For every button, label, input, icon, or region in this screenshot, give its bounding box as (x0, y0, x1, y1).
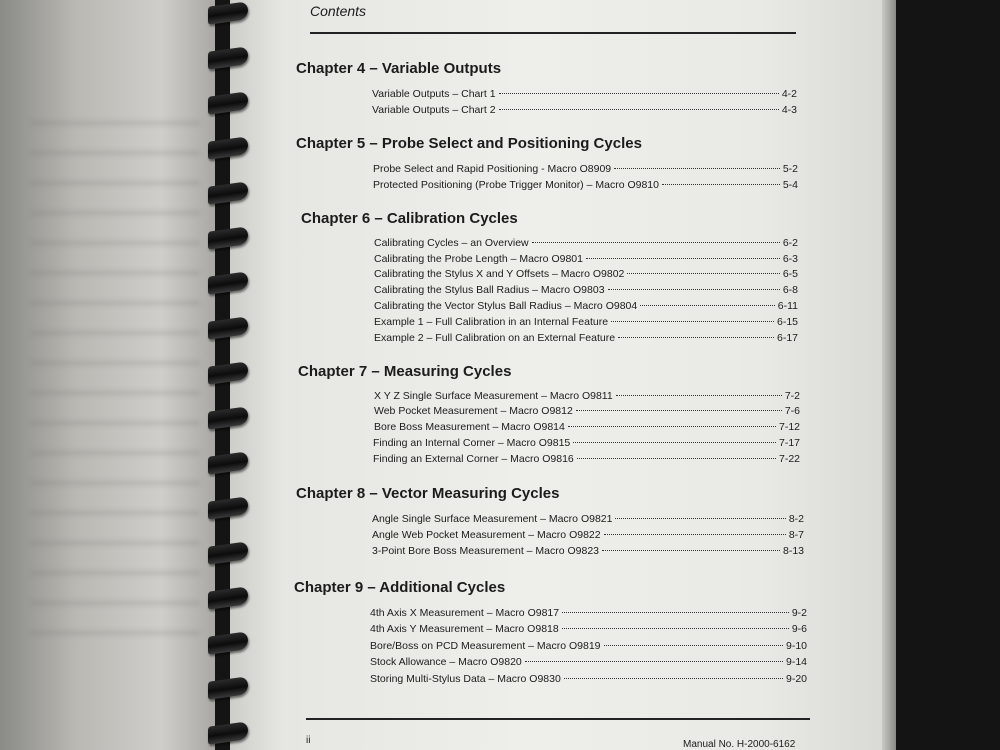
toc-entry-title: Angle Single Surface Measurement – Macro O9821 (372, 513, 613, 525)
toc-entry-page: 7-12 (778, 421, 800, 433)
dot-leader (618, 337, 774, 338)
chapter-heading: Chapter 9 – Additional Cycles (294, 579, 506, 596)
dot-leader (499, 93, 779, 94)
dot-leader (662, 184, 780, 185)
footer-rule (306, 718, 810, 720)
toc-entry-title: Finding an Internal Corner – Macro O9815 (373, 437, 571, 449)
dot-leader (608, 289, 780, 290)
toc-entry-page: 8-13 (782, 545, 804, 557)
toc-entry (372, 529, 804, 543)
toc-entry-page: 4-2 (781, 88, 797, 100)
toc-entry-title: 4th Axis X Measurement – Macro O9817 (370, 607, 560, 619)
toc-entry-title: Example 1 – Full Calibration in an Internal Feature (374, 316, 609, 328)
dot-leader (602, 550, 780, 551)
toc-entry (372, 104, 797, 118)
chapter-heading: Chapter 4 – Variable Outputs (296, 60, 502, 77)
toc-entry (370, 607, 807, 621)
toc-entry-page: 8-7 (788, 529, 804, 541)
toc-entry-title: Bore Boss Measurement – Macro O9814 (374, 421, 565, 433)
toc-entry (372, 513, 804, 527)
toc-entry-page: 7-22 (778, 453, 800, 465)
toc-entry-title: Variable Outputs – Chart 2 (372, 104, 496, 116)
toc-entry-page: 6-17 (776, 332, 798, 344)
toc-entry (373, 437, 800, 451)
dot-leader (604, 534, 786, 535)
dot-leader (573, 442, 776, 443)
toc-entry-title: Finding an External Corner – Macro O9816 (373, 453, 574, 465)
header-rule (310, 32, 796, 34)
footer-manual-number: Manual No. H-2000-6162 (683, 739, 796, 750)
dot-leader (614, 168, 780, 169)
dot-leader (615, 518, 785, 519)
toc-entry (374, 284, 798, 298)
page-header-title: Contents (310, 3, 367, 19)
toc-entry-title: Variable Outputs – Chart 1 (372, 88, 496, 100)
chapter-heading: Chapter 8 – Vector Measuring Cycles (296, 485, 560, 502)
dot-leader (562, 612, 789, 613)
toc-entry-page: 6-5 (782, 268, 798, 280)
toc-entry-title: Calibrating the Vector Stylus Ball Radius – Macro O9804 (374, 300, 638, 312)
toc-entry (373, 179, 798, 193)
toc-entry (374, 300, 798, 314)
toc-entry (374, 332, 798, 346)
toc-entry-title: Calibrating the Stylus X and Y Offsets – Macro O9802 (374, 268, 625, 280)
toc-entry-title: 4th Axis Y Measurement – Macro O9818 (370, 623, 559, 635)
dot-leader (640, 305, 775, 306)
toc-entry-title: Probe Select and Rapid Positioning - Macro O8909 (373, 163, 612, 175)
toc-entry-title: Stock Allowance – Macro O9820 (370, 656, 522, 668)
toc-entry-page: 9-6 (791, 623, 807, 635)
toc-entry-page: 6-8 (782, 284, 798, 296)
dot-leader (499, 109, 779, 110)
dot-leader (562, 628, 789, 629)
toc-entry-title: 3-Point Bore Boss Measurement – Macro O9823 (372, 545, 600, 557)
toc-entry-page: 9-10 (785, 640, 807, 652)
toc-entry-page: 5-4 (782, 179, 798, 191)
toc-entry (374, 268, 798, 282)
dot-leader (616, 395, 782, 396)
toc-entry (370, 623, 807, 637)
toc-entry-title: Protected Positioning (Probe Trigger Monitor) – Macro O9810 (373, 179, 659, 191)
toc-entry-page: 6-11 (777, 300, 798, 312)
dot-leader (611, 321, 774, 322)
dot-leader (532, 242, 780, 243)
toc-entry (372, 88, 797, 102)
toc-entry (374, 390, 800, 404)
toc-entry-page: 7-2 (784, 390, 800, 402)
dot-leader (568, 426, 776, 427)
toc-entry-page: 6-2 (782, 237, 798, 249)
chapter-heading: Chapter 7 – Measuring Cycles (298, 363, 512, 380)
toc-entry (374, 316, 798, 330)
toc-entry-page: 9-20 (785, 673, 807, 685)
toc-entry-page: 6-15 (776, 316, 798, 328)
toc-entry-page: 5-2 (782, 163, 798, 175)
toc-entry (373, 163, 798, 177)
toc-entry-page: 7-17 (778, 437, 800, 449)
toc-entry-title: Angle Web Pocket Measurement – Macro O9822 (372, 529, 601, 541)
toc-entry (374, 405, 800, 419)
toc-entry (374, 237, 798, 251)
chapter-heading: Chapter 5 – Probe Select and Positioning Cycles (296, 135, 642, 152)
dot-leader (627, 273, 779, 274)
toc-entry-page: 7-6 (784, 405, 800, 417)
footer-page-number: ii (306, 735, 311, 746)
dot-leader (576, 410, 782, 411)
toc-entry-title: Calibrating the Probe Length – Macro O9801 (374, 253, 583, 265)
dot-leader (564, 678, 783, 679)
toc-entry (372, 545, 804, 559)
toc-entry-title: X Y Z Single Surface Measurement – Macro O9811 (374, 390, 613, 402)
toc-entry-title: Calibrating the Stylus Ball Radius – Macro O9803 (374, 284, 605, 296)
dot-leader (604, 645, 783, 646)
toc-entry (374, 253, 798, 267)
toc-entry (370, 673, 807, 687)
chapter-heading: Chapter 6 – Calibration Cycles (301, 210, 518, 227)
dot-leader (586, 258, 780, 259)
toc-entry (373, 453, 800, 467)
toc-entry-page: 9-2 (791, 607, 807, 619)
toc-entry-title: Calibrating Cycles – an Overview (374, 237, 529, 249)
toc-entry (370, 656, 807, 670)
toc-entry-page: 6-3 (782, 253, 798, 265)
toc-entry-page: 9-14 (785, 656, 807, 668)
toc-entry-title: Example 2 – Full Calibration on an External Feature (374, 332, 616, 344)
toc-entry (370, 640, 807, 654)
dot-leader (577, 458, 776, 459)
toc-entry-page: 4-3 (781, 104, 797, 116)
toc-entry-title: Web Pocket Measurement – Macro O9812 (374, 405, 573, 417)
toc-entry-title: Storing Multi-Stylus Data – Macro O9830 (370, 673, 561, 685)
toc-entry (374, 421, 800, 435)
toc-entry-title: Bore/Boss on PCD Measurement – Macro O9819 (370, 640, 601, 652)
toc-entry-page: 8-2 (788, 513, 804, 525)
dot-leader (525, 661, 783, 662)
